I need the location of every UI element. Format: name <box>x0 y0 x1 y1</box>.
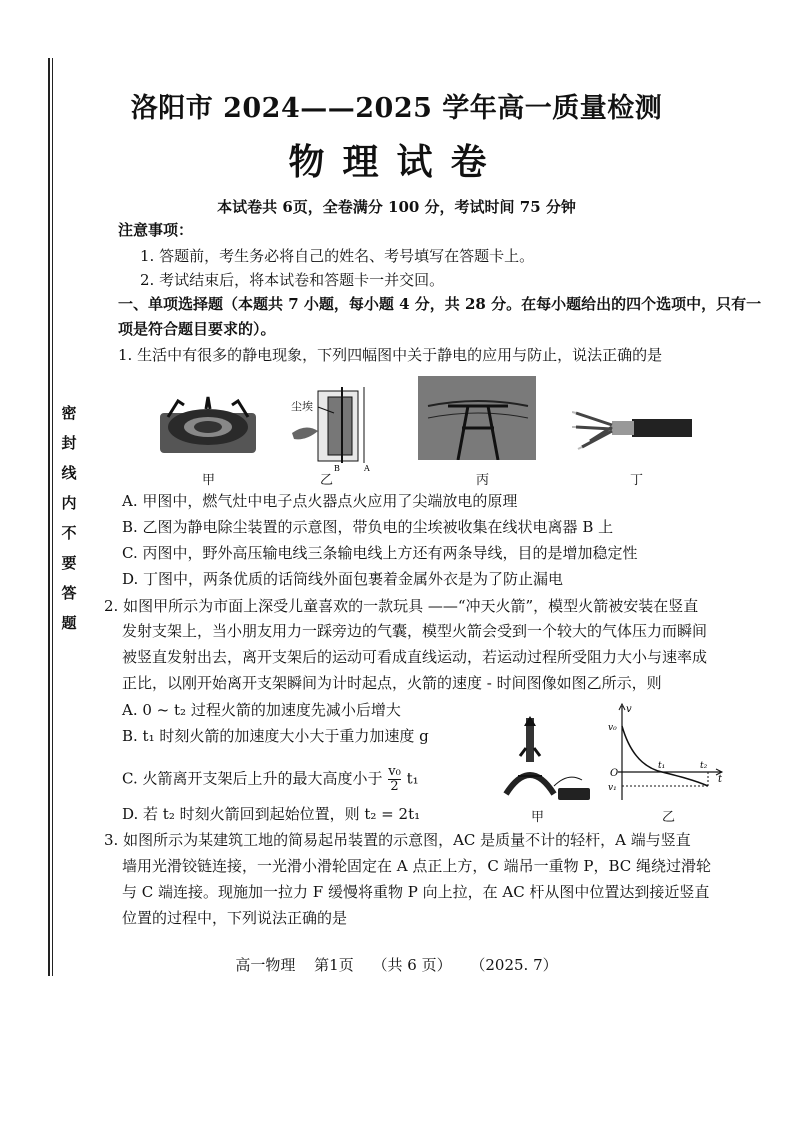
subject-title: 物理试卷 <box>288 141 505 183</box>
q2-stem: 发射支架上，当小朋友用力一踩旁边的气囊，模型火箭会受到一个较大的气体压力而瞬间 <box>122 622 708 640</box>
exam-title: 洛阳市 2024——2025 学年高一质量检测 <box>130 93 663 124</box>
footer-total: （共 6 页） <box>372 956 452 974</box>
seal-char: 内 <box>61 494 77 512</box>
v0-label: v₀ <box>608 723 617 733</box>
seal-char: 不 <box>61 524 77 542</box>
power-tower-figure <box>418 376 536 460</box>
page-footer <box>0 954 793 975</box>
dust-label: 尘埃 <box>291 400 313 413</box>
q1-option-c: C. 丙图中，野外高压输电线三条输电线上方还有两条导线，目的是增加稳定性 <box>122 544 638 562</box>
fraction-numerator: v₀ <box>388 764 401 779</box>
gas-stove-figure <box>158 395 260 457</box>
figure-caption: 乙 <box>662 810 676 825</box>
fraction-denominator: 2 <box>390 779 399 794</box>
q3-stem: 墙用光滑铰链连接，一光滑小滑轮固定在 A 点正上方，C 端吊一重物 P，BC 绳绕过滑轮 <box>122 857 712 875</box>
seal-char: 线 <box>61 464 77 482</box>
seal-char: 封 <box>61 434 77 452</box>
q2-option-a: A. 0 ~ t₂ 过程火箭的加速度先减小后增大 <box>122 701 401 719</box>
q3-stem: 与 C 端连接。现施加一拉力 F 缓慢将重物 P 向上拉，在 AC 杆从图中位置达到接近竖直 <box>122 883 710 901</box>
figure-caption: 丁 <box>630 473 644 488</box>
t1-label: t₁ <box>658 761 666 771</box>
seal-char: 要 <box>61 554 77 572</box>
q3-stem: 3. 如图所示为某建筑工地的简易起吊装置的示意图，AC 是质量不计的轻杆，A 端与竖直 <box>104 831 691 849</box>
fraction <box>388 765 401 794</box>
q2-option-c <box>122 765 419 794</box>
section-heading: 一、单项选择题（本题共 7 小题，每小题 4 分，共 28 分。在每小题给出的四个选项中，只有一 <box>118 295 762 313</box>
figure-caption: 甲 <box>202 473 216 488</box>
q2-stem: 正比，以刚开始离开支架瞬间为计时起点，火箭的速度 - 时间图像如图乙所示，则 <box>122 674 662 692</box>
seal-char: 题 <box>61 614 77 632</box>
shielded-cable-figure <box>572 405 692 461</box>
v1-label: v₁ <box>608 783 617 793</box>
figure-caption: 乙 <box>320 473 334 488</box>
svg-text:B: B <box>334 464 340 473</box>
q1-option-a: A. 甲图中，燃气灶中电子点火器点火应用了尖端放电的原理 <box>122 492 518 510</box>
q1-option-b: B. 乙图为静电除尘装置的示意图，带负电的尘埃被收集在线状电离器 B 上 <box>122 518 614 536</box>
q1-stem: 1. 生活中有很多的静电现象，下列四幅图中关于静电的应用与防止，说法正确的是 <box>118 346 663 364</box>
q2-option-c-text: C. 火箭离开支架后上升的最大高度小于 <box>122 769 383 788</box>
seal-char: 密 <box>61 404 77 422</box>
q3-stem: 位置的过程中，下列说法正确的是 <box>122 909 348 927</box>
origin-label: O <box>610 768 619 779</box>
exam-note: 本试卷共 6页，全卷满分 100 分，考试时间 75 分钟 <box>217 198 576 216</box>
q2-option-d: D. 若 t₂ 时刻火箭回到起始位置，则 t₂ = 2t₁ <box>122 805 421 823</box>
figure-caption: 甲 <box>531 810 545 825</box>
notice-item: 2. 考试结束后，将本试卷和答题卡一并交回。 <box>140 271 445 289</box>
notices-heading: 注意事项： <box>118 221 194 239</box>
q2-stem: 2. 如图甲所示为市面上深受儿童喜欢的一款玩具 ——“冲天火箭”，模型火箭被安装在竖直 <box>104 597 699 615</box>
svg-text:A: A <box>364 464 370 473</box>
dust-precipitator-figure <box>288 383 378 473</box>
axis-v: v <box>626 704 632 715</box>
q2-option-c-tail: t₁ <box>406 769 419 788</box>
section-heading-cont: 项是符合题目要求的）。 <box>118 320 276 338</box>
axis-t: t <box>718 774 723 785</box>
t2-label: t₂ <box>700 761 708 771</box>
q2-stem: 被竖直发射出去，离开支架后的运动可看成直线运动，若运动过程所受阻力大小与速率成 <box>122 648 708 666</box>
velocity-time-graph <box>608 702 728 806</box>
rocket-toy-figure <box>498 716 594 802</box>
q2-option-b: B. t₁ 时刻火箭的加速度大小大于重力加速度 g <box>122 727 429 745</box>
seal-line-text <box>58 398 80 638</box>
q1-option-d: D. 丁图中，两条优质的话筒线外面包裹着金属外衣是为了防止漏电 <box>122 570 564 588</box>
notice-item: 1. 答题前，考生务必将自己的姓名、考号填写在答题卡上。 <box>140 247 535 265</box>
footer-date: （2025. 7） <box>470 956 558 974</box>
footer-page: 第1页 <box>314 956 354 974</box>
seal-char: 答 <box>61 584 77 602</box>
figure-caption: 丙 <box>476 473 490 488</box>
footer-subject: 高一物理 <box>235 956 296 974</box>
